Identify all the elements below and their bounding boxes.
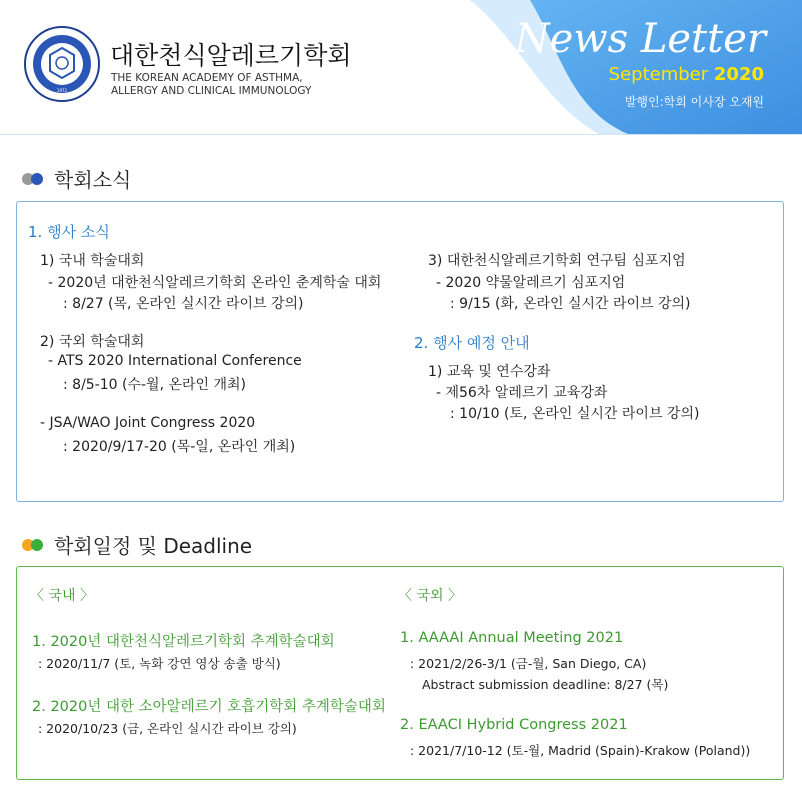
international-detail-1: : 8/5-10 (수-월, 온라인 개최): [63, 377, 247, 393]
section-title-news: 학회소식: [22, 164, 131, 193]
international-schedule-title: 1. AAAAI Annual Meeting 2021: [400, 630, 624, 646]
domestic-schedule-detail: : 2020/10/23 (금, 온라인 실시간 라이브 강의): [38, 721, 297, 736]
org-name-english: THE KOREAN ACADEMY OF ASTHMA, ALLERGY AND CLINICAL IMMUNOLOGY: [111, 72, 312, 97]
domestic-schedule-detail: : 2020/11/7 (토, 녹화 강연 영상 송출 방식): [38, 656, 281, 671]
domestic-tag: 〈 국내 〉: [30, 588, 94, 604]
international-detail-2: : 2020/9/17-20 (목-일, 온라인 개최): [63, 439, 296, 455]
international-item-1: - ATS 2020 International Conference: [48, 353, 302, 369]
bullet-dots-icon: [22, 172, 44, 186]
section-title-schedule: 학회일정 및 Deadline: [22, 530, 252, 559]
org-name-korean: 대한천식알레르기학회: [110, 41, 352, 70]
international-tag: 〈 국외 〉: [398, 588, 462, 604]
domestic-detail: : 8/27 (목, 온라인 실시간 라이브 강의): [63, 296, 304, 312]
domestic-label: 1) 국내 학술대회: [40, 253, 145, 269]
domestic-schedule-title: 1. 2020년 대한천식알레르기학회 추계학술대회: [32, 634, 335, 650]
international-schedule-detail: : 2021/7/10-12 (토-월, Madrid (Spain)-Krakow (Poland)): [410, 743, 751, 758]
academy-logo: [24, 26, 100, 102]
international-schedule-title: 2. EAACI Hybrid Congress 2021: [400, 717, 628, 733]
newsletter-header: [0, 0, 802, 135]
domestic-item: - 2020년 대한천식알레르기학회 온라인 춘계학술 대회: [48, 275, 382, 291]
symposium-detail: : 9/15 (화, 온라인 실시간 라이브 강의): [450, 296, 691, 312]
news-box: [16, 201, 784, 502]
svg-text:1972: 1972: [56, 88, 68, 93]
symposium-item: - 2020 약물알레르기 심포지엄: [436, 275, 626, 291]
bullet-dots-icon: [22, 538, 44, 552]
symposium-label: 3) 대한천식알레르기학회 연구팀 심포지엄: [428, 253, 686, 269]
abstract-deadline: Abstract submission deadline: 8/27 (목): [422, 677, 669, 692]
newsletter-title: News Letter: [514, 16, 766, 62]
international-schedule-detail: : 2021/2/26-3/1 (금-월, San Diego, CA): [410, 656, 647, 671]
events-heading: 1. 행사 소식: [28, 223, 110, 241]
international-label: 2) 국외 학술대회: [40, 334, 145, 350]
publisher: 발행인:학회 이사장 오재원: [624, 95, 764, 109]
upcoming-heading: 2. 행사 예정 안내: [414, 334, 530, 352]
education-label: 1) 교육 및 연수강좌: [428, 364, 551, 380]
education-detail: : 10/10 (토, 온라인 실시간 라이브 강의): [450, 406, 700, 422]
education-item: - 제56차 알레르기 교육강좌: [436, 385, 608, 401]
domestic-schedule-title: 2. 2020년 대한 소아알레르기 호흡기학회 추계학술대회: [32, 699, 386, 715]
international-item-2: - JSA/WAO Joint Congress 2020: [40, 415, 256, 431]
issue-date: September 2020: [608, 64, 764, 85]
